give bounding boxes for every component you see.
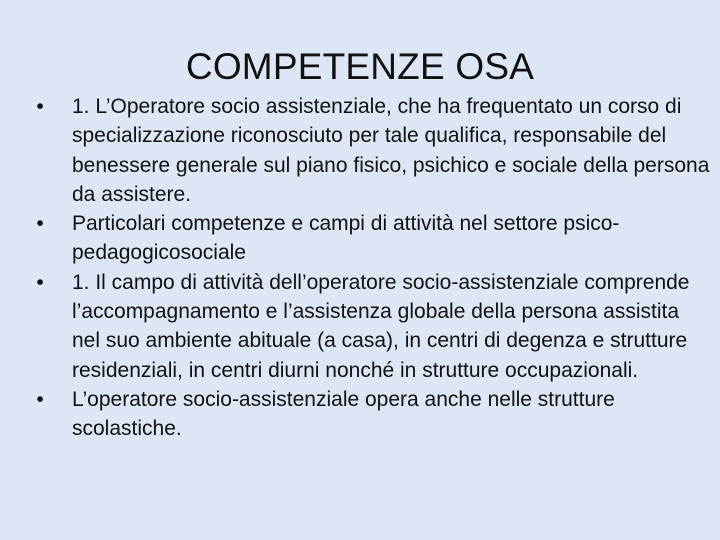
bullet-dot-icon: • <box>36 95 44 118</box>
bullet-dot-icon: • <box>36 387 44 411</box>
bullet-list <box>26 92 710 444</box>
bullet-item <box>26 268 710 385</box>
bullet-text: 1. L’Operatore socio assistenziale, che ha frequentato un corso di specializzazione riconosciuto per tale qualifica, responsabile del benessere generale sul piano fisico, psichico e sociale della persona da assistere. <box>72 95 710 206</box>
bullet-item <box>26 385 710 444</box>
bullet-item <box>26 92 710 209</box>
slide-title: COMPETENZE OSA <box>185 46 535 87</box>
bullet-dot-icon: • <box>36 212 44 236</box>
bullet-text: Particolari competenze e campi di attività nel settore psico-pedagogicosociale <box>72 212 620 265</box>
bullet-item <box>26 209 710 268</box>
bullet-text: L’operatore socio-assistenziale opera anche nelle strutture scolastiche. <box>72 387 615 441</box>
bullet-dot-icon: • <box>36 270 44 294</box>
bullet-text: 1. Il campo di attività dell’operatore socio-assistenziale comprende l’accompagnamento e l’assistenza globale della persona assistita nel suo ambiente abituale (a casa), in centri di degenza e strutture residenziali, in centri diurni nonché in strutture occupazionali. <box>72 270 690 382</box>
